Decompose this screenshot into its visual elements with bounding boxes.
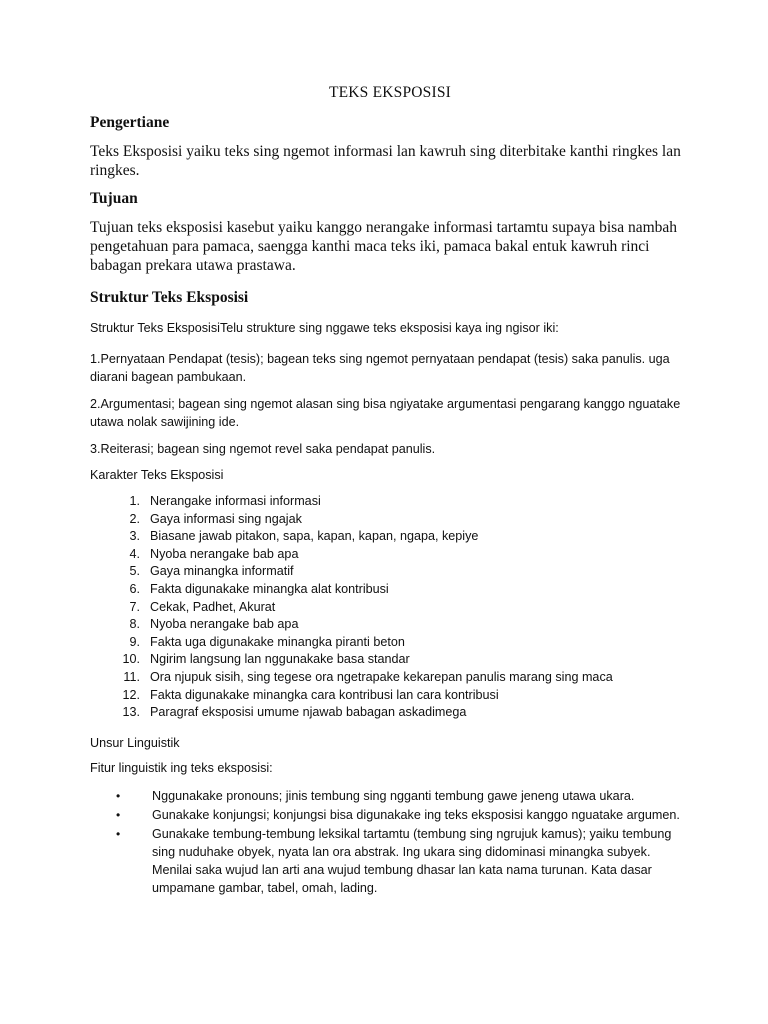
list-item: [90, 806, 690, 824]
list-item: [90, 528, 690, 546]
list-number: 3.: [129, 529, 140, 544]
list-item: [90, 825, 690, 897]
list-text: Biasane jawab pitakon, sapa, kapan, kapan, ngapa, kepiye: [150, 529, 479, 544]
list-text: Nyoba nerangake bab apa: [150, 617, 299, 632]
list-number: 1.: [129, 494, 140, 508]
list-number: 7.: [129, 599, 140, 614]
list-text: Ora njupuk sisih, sing tegese ora ngetrapake kekarepan panulis marang sing maca: [150, 669, 613, 684]
list-number: 13.: [122, 705, 140, 720]
list-item: [90, 546, 690, 564]
document-page: [90, 84, 690, 898]
struktur-item: 3.Reiterasi; bagean sing ngemot revel saka pendapat panulis.: [90, 442, 436, 456]
list-item: [90, 493, 690, 511]
list-number: 5.: [129, 564, 140, 579]
list-text: Gunakake tembung-tembung leksikal tartamtu (tembung sing ngrujuk kamus); yaiku tembung sing nuduhake obyek, nyata lan ora abstrak. Ing ukara sing didominasi minangka subyek. Menilai saka wujud lan arti ana wujud tembung dhasar lan kata nama turunan. Kata dasar umpamane gambar, tabel, omah, lading.: [152, 826, 672, 895]
bullet-icon: •: [116, 788, 121, 803]
list-number: 8.: [129, 617, 140, 632]
list-item: [90, 634, 690, 652]
tujuan-heading: Tujuan: [90, 190, 138, 207]
list-text: Nggunakake pronouns; jinis tembung sing ngganti tembung gawe jeneng utawa ukara.: [152, 788, 635, 803]
list-number: 10.: [122, 652, 140, 667]
document-title: TEKS EKSPOSISI: [328, 84, 452, 101]
list-number: 2.: [129, 511, 140, 526]
list-number: 9.: [129, 634, 140, 649]
fitur-list: [90, 787, 690, 897]
unsur-heading: Unsur Linguistik: [90, 735, 180, 750]
list-item: [90, 787, 690, 805]
pengertian-heading: Pengertiane: [90, 114, 170, 131]
struktur-intro: Struktur Teks EksposisiTelu strukture sing nggawe teks eksposisi kaya ing ngisor iki:: [90, 321, 559, 335]
list-number: 11.: [123, 669, 140, 684]
list-text: Ngirim langsung lan nggunakake basa standar: [150, 652, 410, 667]
fitur-intro: Fitur linguistik ing teks eksposisi:: [90, 760, 273, 775]
list-number: 12.: [122, 687, 140, 702]
list-item: [90, 687, 690, 705]
bullet-icon: •: [116, 826, 121, 841]
list-text: Paragraf eksposisi umume njawab babagan askadimega: [150, 705, 467, 720]
list-number: 6.: [129, 581, 140, 596]
list-text: Fakta uga digunakake minangka piranti beton: [150, 634, 405, 649]
list-text: Nyoba nerangake bab apa: [150, 546, 299, 561]
list-item: [90, 511, 690, 529]
list-text: Gaya informasi sing ngajak: [150, 511, 302, 526]
karakter-heading: Karakter Teks Eksposisi: [90, 468, 224, 482]
list-item: [90, 669, 690, 687]
list-text: Nerangake informasi informasi: [150, 494, 321, 508]
list-item: [90, 651, 690, 669]
list-item: [90, 563, 690, 581]
struktur-item: 1.Pernyataan Pendapat (tesis); bagean teks sing ngemot pernyataan pendapat (tesis) saka panulis. uga diarani bagean pambukaan.: [90, 352, 670, 384]
list-number: 4.: [129, 546, 140, 561]
struktur-item: 2.Argumentasi; bagean sing ngemot alasan sing bisa ngiyatake argumentasi pengarang kanggo nguatake utawa nolak sawijining ide.: [90, 397, 681, 429]
karakter-list: [90, 493, 690, 722]
list-text: Fakta digunakake minangka alat kontribusi: [150, 581, 389, 596]
list-text: Fakta digunakake minangka cara kontribusi lan cara kontribusi: [150, 687, 499, 702]
pengertian-paragraph: Teks Eksposisi yaiku teks sing ngemot informasi lan kawruh sing diterbitake kanthi ringkes lan ringkes.: [90, 143, 681, 179]
list-item: [90, 581, 690, 599]
list-text: Gaya minangka informatif: [150, 564, 294, 579]
list-text: Gunakake konjungsi; konjungsi bisa digunakake ing teks eksposisi kanggo nguatake argumen.: [152, 807, 680, 822]
list-item: [90, 704, 690, 722]
list-item: [90, 616, 690, 634]
list-text: Cekak, Padhet, Akurat: [150, 599, 276, 614]
bullet-icon: •: [116, 807, 121, 822]
tujuan-paragraph: Tujuan teks eksposisi kasebut yaiku kanggo nerangake informasi tartamtu supaya bisa nambah pengetahuan para pamaca, saengga kanthi maca teks iki, pamaca bakal entuk kawruh rinci babagan prekara utawa prastawa.: [90, 219, 678, 274]
struktur-heading: Struktur Teks Eksposisi: [90, 289, 249, 306]
list-item: [90, 599, 690, 617]
